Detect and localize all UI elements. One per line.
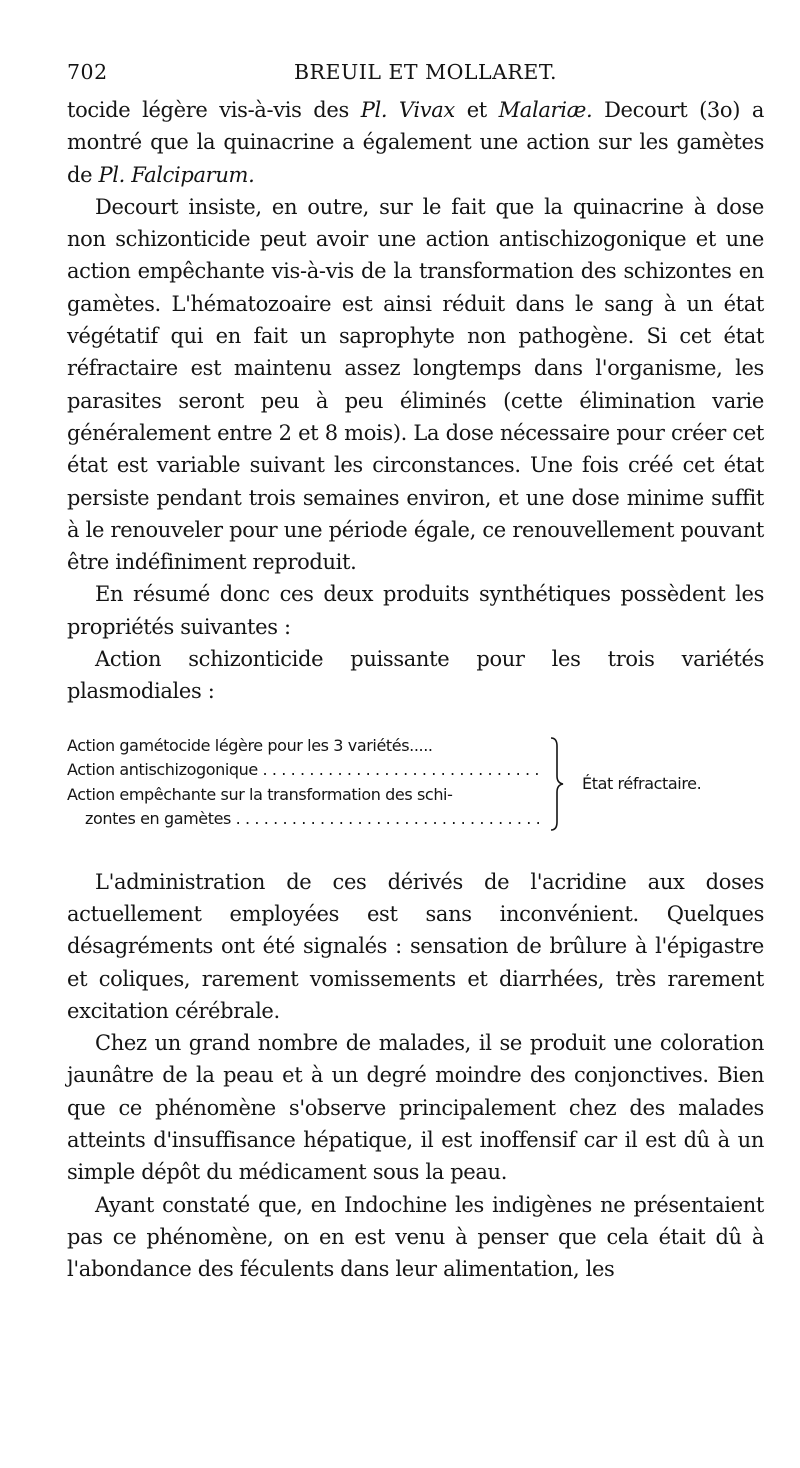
summary-result: État réfractaire.	[582, 773, 702, 793]
summary-item	[67, 783, 545, 808]
summary-block	[67, 734, 764, 844]
italic-text: Malariæ.	[498, 98, 593, 122]
summary-item-text: Action gamétocide légère pour les 3 variétés.....	[67, 735, 433, 755]
paragraph: Chez un grand nombre de malades, il se produit une coloration jaunâtre de la peau et à un degré moindre des conjonctives. Bien que ce phénomène s'observe principalement chez des malades atteints d'insuffisance hépatique, il est inoffensif car il est dû à un simple dépôt du médicament sous la peau.	[67, 1031, 764, 1185]
summary-item	[67, 758, 545, 783]
summary-items	[67, 734, 545, 832]
text-run: Decourt (3o) a montré que la quinacrine a également une action sur les gamètes de	[67, 98, 764, 187]
paragraph: En résumé donc ces deux produits synthétiques possèdent les propriétés suivantes :	[67, 582, 764, 639]
page-header	[67, 60, 764, 94]
running-title: BREUIL ET MOLLARET.	[293, 60, 558, 84]
summary-item-text: zontes en gamètes . . .	[85, 809, 545, 828]
italic-text: Pl. Falciparum.	[98, 162, 255, 187]
text-run: tocide légère vis-à-vis des	[67, 98, 361, 122]
summary-item	[67, 734, 545, 759]
summary-item-text: Action empêchante sur la transformation des schi-	[67, 784, 453, 804]
paragraph: L'administration de ces dérivés de l'acridine aux doses actuellement employées est sans inconvénient. Quelques désagréments ont été signalés : sensation de brûlure à l'épigastre et coliques, rarement vomissements et diarrhées, très rarement excitation cérébrale.	[67, 869, 764, 1023]
body-text-continued	[67, 866, 764, 1286]
paragraph: Action schizonticide puissante pour les trois variétés plasmodiales :	[67, 647, 764, 704]
text-run: et	[454, 98, 499, 122]
summary-item-text: Action antischizogonique . . .	[67, 760, 545, 779]
italic-text: Pl. Vivax	[360, 98, 455, 122]
page-number: 702	[67, 60, 108, 84]
right-brace-icon	[549, 736, 567, 832]
paragraph	[67, 94, 764, 191]
document-page	[67, 60, 764, 1286]
paragraph: Decourt insiste, en outre, sur le fait que la quinacrine à dose non schizonticide peut avoir une action antischizogonique et une action empêchante vis-à-vis de la transformation des schizontes en gamètes. L'hématozoaire est ainsi réduit dans le sang à un état végétatif qui en fait un saprophyte non pathogène. Si cet état réfractaire est maintenu assez longtemps dans l'organisme, les parasites seront peu à peu éliminés (cette élimination varie généralement entre 2 et 8 mois). La dose nécessaire pour créer cet état est variable suivant les circonstances. Une fois créé cet état persiste pendant trois semaines environ, et une dose minime suffit à le renouveler pour une période égale, ce renouvellement pouvant être indéfiniment reproduit.	[67, 194, 764, 575]
summary-item	[67, 807, 545, 832]
paragraph: Ayant constaté que, en Indochine les indigènes ne présentaient pas ce phénomène, on en est venu à penser que cela était dû à l'abondance des féculents dans leur alimentation, les	[67, 1192, 764, 1282]
body-text	[67, 94, 764, 708]
